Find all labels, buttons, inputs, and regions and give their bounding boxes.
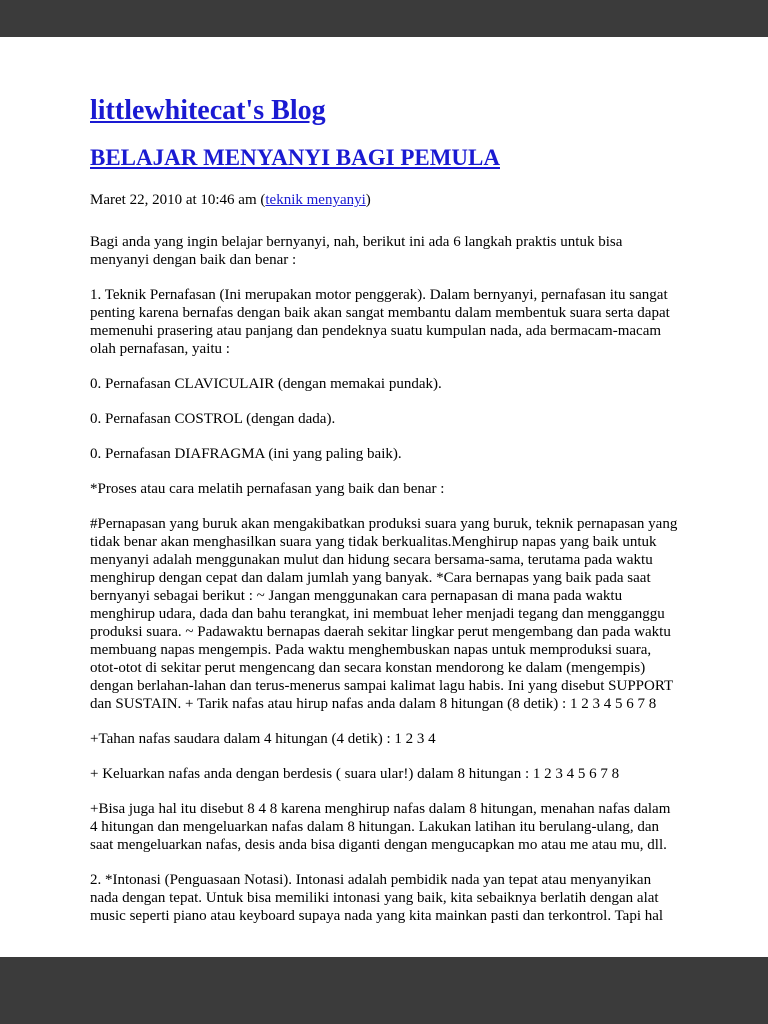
post-title: [90, 144, 680, 171]
paragraph-exhale-hiss: + Keluarkan nafas anda dengan berdesis ( suara ular!) dalam 8 hitungan : 1 2 3 4 5 6 7 8: [90, 766, 620, 782]
post-meta-close-paren: ): [365, 192, 371, 208]
blog-title: [90, 95, 680, 127]
paragraph-diafragma: 0. Pernafasan DIAFRAGMA (ini yang paling baik).: [90, 446, 402, 462]
paragraph-breathing-detail: #Pernapasan yang buruk akan mengakibatkan produksi suara yang buruk, teknik pernapasan yang tidak benar akan menghasilkan suara yang tidak berkualitas.Menghirup napas yang baik untuk menyanyi adalah menggunakan mulut dan hidung secara bersama-sama, terutama pada waktu menghirup dengan cepat dan dalam jumlah yang banyak. *Cara bernapas yang baik pada saat bernyanyi sebagai berikut : ~ Jangan menggunakan cara pernapasan di mana pada waktu menghirup udara, dada dan bahu terangkat, ini membuat leher menjadi tegang dan mengganggu produksi suara. ~ Padawaktu bernapas daerah sekitar lingkar perut mengembang dan pada waktu membuang napas mengempis. Pada waktu menghembuskan napas untuk memproduksi suara, otot-otot di sekitar perut mengencang dan secara konstan mendorong ke dalam (mengempis) dengan berlahan-lahan dan terus-menerus sampai kalimat lagu habis. Ini yang disebut SUPPORT dan SUSTAIN. + Tarik nafas atau hirup nafas anda dalam 8 hitungan (8 detik) : 1 2 3 4 5 6 7 8: [90, 516, 678, 712]
post-title-link[interactable]: BELAJAR MENYANYI BAGI PEMULA: [90, 145, 500, 170]
paragraph-step2-intonasi: 2. *Intonasi (Penguasaan Notasi). Intonasi adalah pembidik nada yan tepat atau menyanyikan nada dengan tepat. Untuk bisa memiliki intonasi yang baik, kita sebaiknya berlatih dengan alat music seperti piano atau keyboard supaya nada yang kita mainkan pasti dan terkontrol. Tapi hal: [90, 872, 664, 924]
blog-title-link[interactable]: littlewhitecat's Blog: [90, 95, 326, 126]
paragraph-848-exercise: +Bisa juga hal itu disebut 8 4 8 karena menghirup nafas dalam 8 hitungan, menahan nafas dalam 4 hitungan dan mengeluarkan nafas dalam 8 hitungan. Lakukan latihan itu berulang-ulang, dan saat mengeluarkan nafas, desis anda bisa diganti dengan mengucapkan mo atau me atau mu, dll.: [90, 801, 671, 853]
paragraph-claviculair: 0. Pernafasan CLAVICULAIR (dengan memakai pundak).: [90, 376, 442, 392]
paragraph-hold-breath: +Tahan nafas saudara dalam 4 hitungan (4 detik) : 1 2 3 4: [90, 731, 436, 747]
category-link[interactable]: teknik menyanyi: [265, 192, 366, 208]
paragraph-costrol: 0. Pernafasan COSTROL (dengan dada).: [90, 411, 336, 427]
post-date-text: Maret 22, 2010 at 10:46 am (: [90, 192, 266, 208]
letterbox-bottom: [0, 957, 768, 1024]
paragraph-intro: Bagi anda yang ingin belajar bernyanyi, nah, berikut ini ada 6 langkah praktis untuk bisa menyanyi dengan baik dan benar :: [90, 234, 623, 268]
paragraph-step1-breathing: 1. Teknik Pernafasan (Ini merupakan motor penggerak). Dalam bernyanyi, pernafasan itu sangat penting karena bernafas dengan baik akan sangat membantu dalam membentuk suara serta dapat memenuhi prasering atau panjang dan pendeknya suatu kumpulan nada, ada bermacam-macam olah pernafasan, yaitu :: [90, 287, 670, 357]
paragraph-process-heading: *Proses atau cara melatih pernafasan yang baik dan benar :: [90, 481, 445, 497]
post-meta: [90, 191, 680, 209]
document-page: [0, 37, 768, 942]
letterbox-top: [0, 0, 768, 37]
